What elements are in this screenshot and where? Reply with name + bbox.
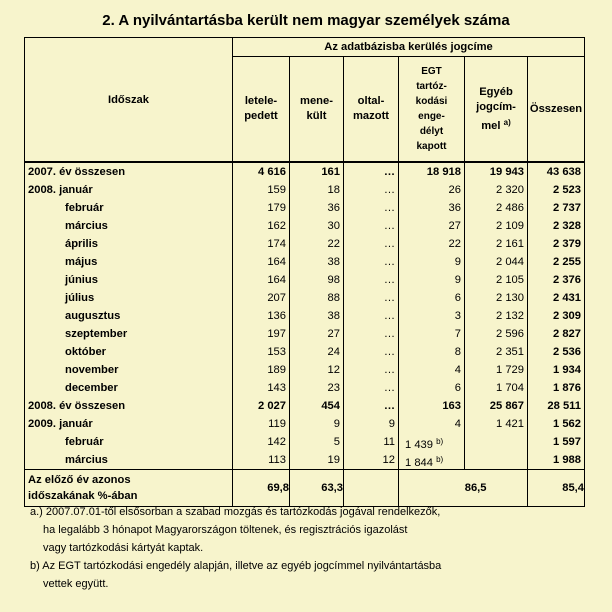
cell-value: 113 [268, 454, 286, 466]
cell-value: 2 309 [553, 310, 581, 322]
legal-basis-group-header: Az adatbázisba kerülés jogcíme [233, 38, 585, 57]
pct-cell: 85,4 [528, 470, 585, 507]
cell-value: 1 729 [496, 364, 524, 376]
cell-value: … [383, 166, 395, 178]
col-header-protected: oltal- mazott [344, 57, 399, 163]
cell-value: 164 [267, 274, 286, 286]
table-title: 2. A nyilvántartásba került nem magyar személyek száma [102, 12, 510, 29]
footnote-a-marker: a) [503, 117, 511, 127]
cell-value: 2 027 [258, 400, 286, 412]
cell-value: 88 [327, 292, 340, 304]
cell-value: 159 [267, 184, 286, 196]
cell-value: 18 918 [426, 166, 461, 178]
cell-value: 2 044 [496, 256, 524, 268]
data-table [24, 37, 585, 507]
cell-value: 3 [454, 310, 461, 322]
cell-value: 9 [454, 274, 461, 286]
pct-cell [344, 470, 399, 507]
cell-value: 8 [454, 346, 461, 358]
cell-value: 7 [454, 328, 461, 340]
cell-value: 174 [267, 238, 286, 250]
row-label: szeptember [65, 328, 128, 340]
col-header-eea-permit: EGT tartóz- kodási enge- délyt kapott [399, 57, 465, 163]
cell-value: 161 [321, 166, 340, 178]
cell-value: 197 [267, 328, 286, 340]
cell-value: 2 130 [496, 292, 524, 304]
cell-value: … [383, 346, 395, 358]
cell-value: 2 596 [496, 328, 524, 340]
cell-value: 5 [333, 436, 340, 448]
cell-value: 1 876 [553, 382, 581, 394]
cell-value: 2 328 [553, 220, 581, 232]
cell-value: 2 255 [553, 256, 581, 268]
cell-value: 38 [327, 310, 340, 322]
cell-value: … [383, 382, 395, 394]
row-label: május [65, 256, 98, 268]
cell-value: 9 [454, 256, 461, 268]
cell-value: 179 [267, 202, 286, 214]
cell-value: 2 109 [496, 220, 524, 232]
cell-value: 1 597 [553, 436, 581, 448]
cell-value: 12 [382, 454, 395, 466]
cell-value: … [383, 238, 395, 250]
cell-value: 136 [267, 310, 286, 322]
cell-value: 2 105 [496, 274, 524, 286]
row-label: február [65, 436, 104, 448]
cell-value [465, 433, 527, 451]
row-label: december [65, 382, 118, 394]
cell-value: 2 379 [553, 238, 581, 250]
cell-value: 23 [327, 382, 340, 394]
col-refugee [290, 162, 344, 470]
cell-value: 18 [327, 184, 340, 196]
cell-value: 2 376 [553, 274, 581, 286]
cell-value: 142 [267, 436, 286, 448]
cell-value: 153 [267, 346, 286, 358]
row-label: március [65, 454, 108, 466]
row-label: június [65, 274, 98, 286]
cell-value: … [383, 292, 395, 304]
cell-value: 163 [442, 400, 461, 412]
period-column [25, 162, 233, 470]
row-label: augusztus [65, 310, 121, 322]
cell-value: 43 638 [546, 166, 581, 178]
cell-value: … [383, 184, 395, 196]
cell-value: … [383, 274, 395, 286]
cell-value: 27 [448, 220, 461, 232]
row-label: 2008. január [28, 184, 93, 196]
cell-value: 98 [327, 274, 340, 286]
cell-value: 164 [267, 256, 286, 268]
cell-value: 4 [454, 418, 461, 430]
cell-value: 38 [327, 256, 340, 268]
cell-value: 11 [383, 436, 395, 448]
col-eea-permit [399, 162, 465, 470]
cell-value: 25 867 [489, 400, 524, 412]
cell-value: 26 [448, 184, 461, 196]
cell-value: 2 161 [496, 238, 524, 250]
col-total [528, 162, 585, 470]
col-header-refugee: mene- kült [290, 57, 344, 163]
cell-value: 2 431 [553, 292, 581, 304]
row-label: március [65, 220, 108, 232]
cell-value: 1 934 [553, 364, 581, 376]
cell-value: 2 536 [553, 346, 581, 358]
col-settled [233, 162, 290, 470]
col-header-total: Összesen [528, 57, 585, 163]
row-label: július [65, 292, 95, 304]
footnotes [30, 503, 441, 593]
cell-value: … [383, 400, 395, 412]
cell-value: 30 [327, 220, 340, 232]
col-other-basis [465, 162, 528, 470]
col-header-settled: letele- pedett [233, 57, 290, 163]
cell-value: 12 [327, 364, 340, 376]
cell-value: 27 [327, 328, 340, 340]
cell-value: 119 [268, 418, 286, 430]
cell-value: … [383, 220, 395, 232]
row-label: november [65, 364, 119, 376]
cell-value: 162 [267, 220, 286, 232]
cell-value: 2 132 [496, 310, 524, 322]
cell-value: 1 421 [496, 418, 524, 430]
cell-value: 2 320 [496, 184, 524, 196]
cell-value: 454 [321, 400, 340, 412]
cell-value: 2 827 [553, 328, 581, 340]
cell-value: 2 737 [553, 202, 581, 214]
footnote-b-marker: b) [436, 437, 444, 446]
pct-label: Az előző év azonos időszakának %-ában [25, 470, 233, 507]
note-b-line2: vettek együtt. [43, 578, 109, 590]
cell-value: 6 [454, 382, 461, 394]
cell-value: 2 351 [496, 346, 524, 358]
cell-value: … [383, 364, 395, 376]
cell-value: 4 [454, 364, 461, 376]
row-label: 2009. január [28, 418, 93, 430]
cell-value: 1 988 [553, 454, 581, 466]
pct-cell: 63,3 [290, 470, 344, 507]
row-label: április [65, 238, 98, 250]
pct-cell: 69,8 [233, 470, 290, 507]
cell-value: 9 [333, 418, 340, 430]
cell-value: 4 616 [258, 166, 286, 178]
cell-value: 22 [448, 238, 461, 250]
cell-value: 2 523 [553, 184, 581, 196]
cell-value: 1 844 $^{b)}$ [405, 455, 444, 469]
col-header-other-basis: Egyéb jogcím- mel $^{a)}$ [465, 57, 528, 163]
cell-value: 36 [327, 202, 340, 214]
row-label: február [65, 202, 104, 214]
note-b-line1: b) Az EGT tartózkodási engedély alapján, illetve az egyéb jogcímmel nyilvántartásba [30, 560, 442, 572]
note-a-line2: ha legalább 3 hónapot Magyarországon töltenek, és regisztrációs igazolást [43, 524, 408, 536]
cell-value: 1 439 $^{b)}$ [405, 437, 444, 451]
cell-value: 28 511 [547, 400, 581, 412]
cell-value: … [383, 256, 395, 268]
cell-value: … [383, 328, 395, 340]
period-header: Időszak [25, 38, 233, 163]
cell-value: 1 704 [496, 382, 524, 394]
col-protected [344, 162, 399, 470]
cell-value: 9 [388, 418, 395, 430]
cell-value: 22 [327, 238, 340, 250]
cell-value: 143 [267, 382, 286, 394]
cell-value [465, 451, 527, 469]
cell-value: 19 [327, 454, 340, 466]
cell-value: 36 [448, 202, 461, 214]
cell-value: 207 [267, 292, 286, 304]
row-label: 2007. év összesen [28, 166, 126, 178]
note-a-line1: a.) 2007.07.01-től elsősorban a szabad mozgás és tartózkodás jogával rendelkezők, [30, 506, 441, 518]
cell-value: 19 943 [489, 166, 524, 178]
cell-value: 1 562 [553, 418, 581, 430]
cell-value: 6 [454, 292, 461, 304]
row-label: 2008. év összesen [28, 400, 126, 412]
cell-value: 189 [267, 364, 286, 376]
footnote-b-marker: b) [436, 455, 444, 464]
row-label: október [65, 346, 107, 358]
cell-value: … [383, 310, 395, 322]
cell-value: … [383, 202, 395, 214]
pct-cell: 86,5 [421, 470, 487, 507]
cell-value: 2 486 [496, 202, 524, 214]
note-a-line3: vagy tartózkodási kártyát kaptak. [43, 542, 204, 554]
cell-value: 24 [327, 346, 340, 358]
